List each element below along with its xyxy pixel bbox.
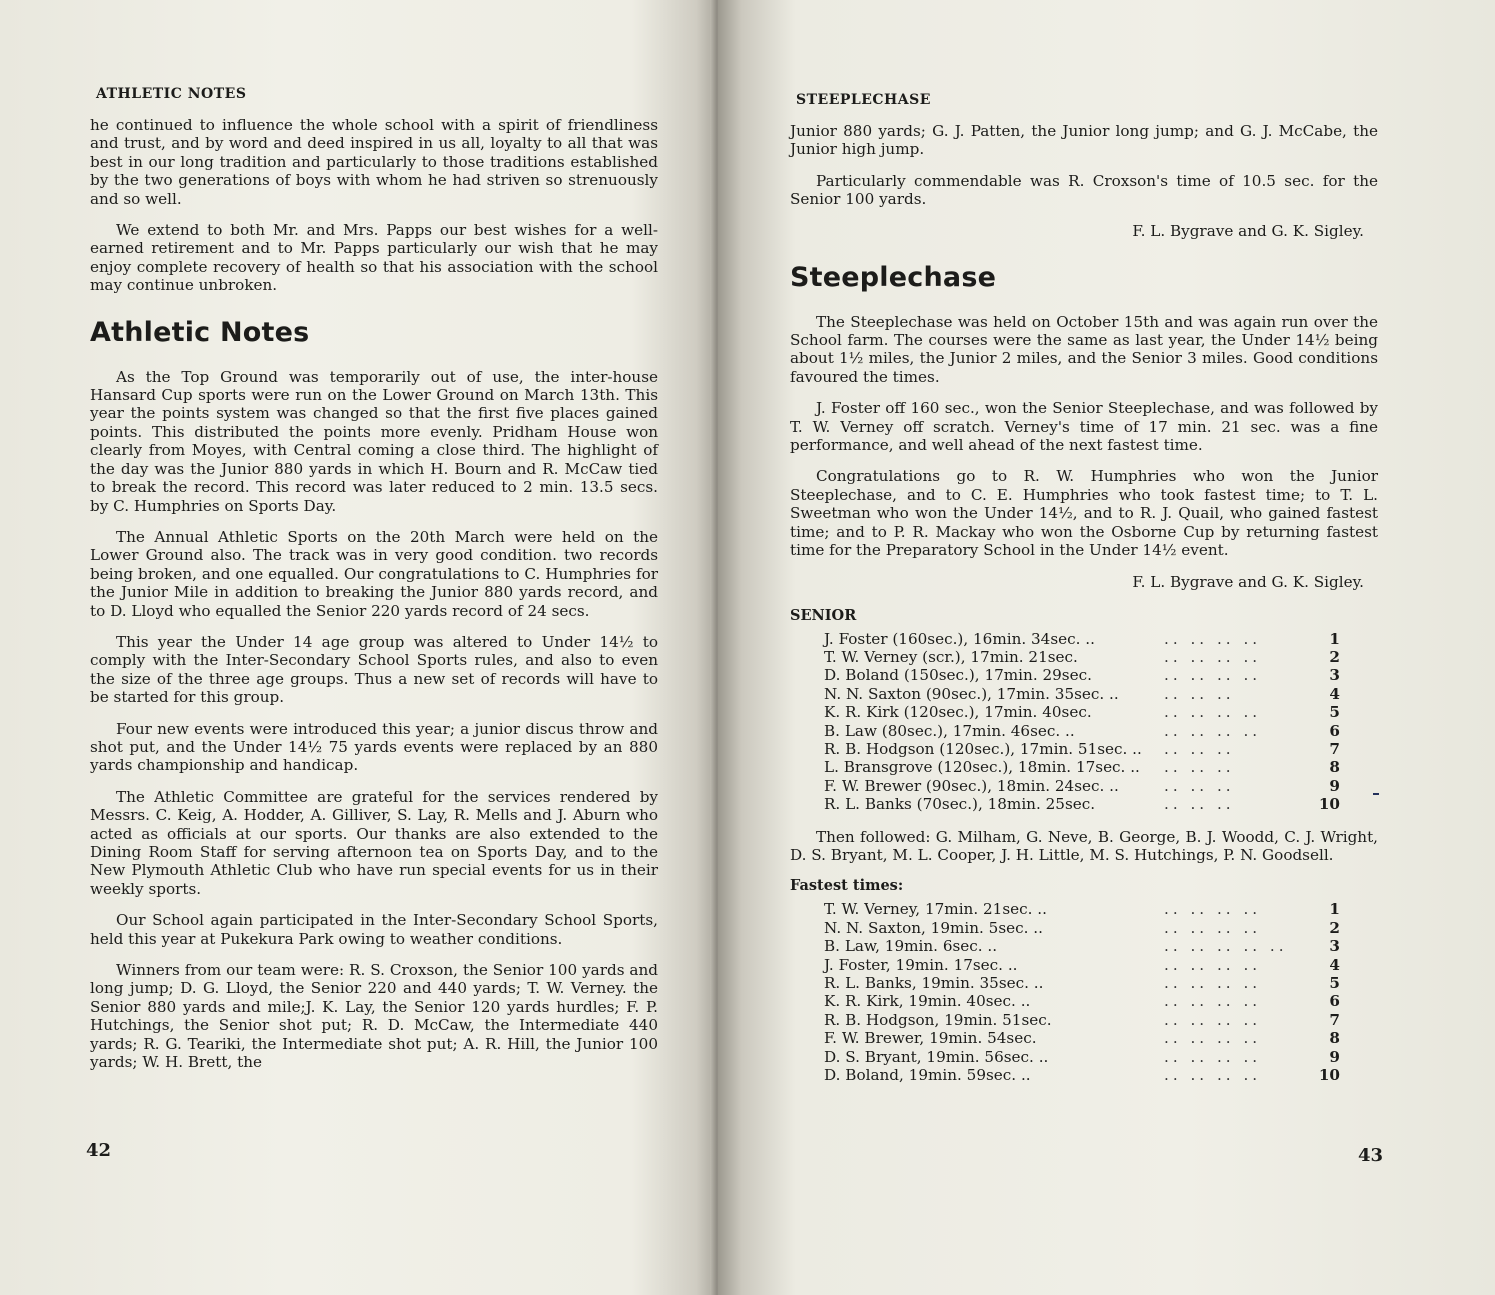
dot-leader: .. .. .. .. [1164, 1010, 1262, 1029]
result-name: K. R. Kirk, 19min. 40sec. .. [824, 992, 1031, 1011]
dot-leader: .. .. .. [1164, 795, 1235, 814]
athletic-paragraph-4: Four new events were introduced this year; a junior discus throw and shot put, and the Under 14½ 75 yards events were replaced by an 880 yards championship and handicap. [90, 719, 658, 775]
result-place: 1 [1329, 900, 1340, 919]
ink-mark [1373, 793, 1379, 795]
table-row [824, 974, 1340, 992]
steeplechase-paragraph-2: J. Foster off 160 sec., won the Senior Steeplechase, and was followed by T. W. Verney off scratch. Verney's time of 17 min. 21 sec. was a fine performance, and well ahead of the next fastest time. [790, 399, 1378, 455]
table-row [824, 758, 1340, 776]
result-name: D. Boland (150sec.), 17min. 29sec. [824, 666, 1092, 685]
dot-leader: .. .. .. .. [1164, 1029, 1262, 1048]
athletic-paragraph-7: Winners from our team were: R. S. Croxson, the Senior 100 yards and long jump; D. G. Lloyd, the Senior 220 and 440 yards; T. W. Verney. the Senior 880 yards and mile;J. K. Lay, the Senior 120 yards hurdles; F. P. Hutchings, the Senior shot put; R. D. McCaw, the Intermediate 440 yards; R. G. Teariki, the Intermediate shot put; A. R. Hill, the Junior 100 yards; W. H. Brett, the [90, 961, 658, 1072]
result-place: 9 [1329, 1047, 1340, 1066]
result-name: D. S. Bryant, 19min. 56sec. .. [824, 1047, 1049, 1066]
athletic-paragraph-5: The Athletic Committee are grateful for the services rendered by Messrs. C. Keig, A. Hodder, A. Gilliver, S. Lay, R. Mells and J. Aburn who acted as officials at our sports. Our thanks are also extended to the Dining Room Staff for serving afternoon tea on Sports Day, and to the New Plymouth Athletic Club who have run special events for us in their weekly sports. [90, 787, 658, 898]
table-row [824, 1048, 1340, 1066]
result-name: J. Foster (160sec.), 16min. 34sec. .. [824, 629, 1095, 648]
intro-paragraph-1: he continued to influence the whole school with a spirit of friendliness and trust, and by word and deed inspired in us all, loyalty to all that was best in our long tradition and particularly to those traditions established by the two generations of boys with whom he had striven so strenuously and so well. [90, 116, 658, 208]
table-row [824, 740, 1340, 758]
table-row [824, 900, 1340, 918]
steeplechase-heading: Steeplechase [790, 261, 997, 293]
result-place: 3 [1329, 666, 1340, 685]
result-place: 9 [1329, 776, 1340, 795]
athletic-paragraph-6: Our School again participated in the Inter-Secondary School Sports, held this year at Pukekura Park owing to weather conditions. [90, 911, 658, 948]
athletic-notes-heading: Athletic Notes [90, 316, 310, 348]
result-place: 1 [1329, 629, 1340, 648]
result-name: F. W. Brewer, 19min. 54sec. [824, 1029, 1037, 1048]
result-name: B. Law, 19min. 6sec. .. [824, 937, 998, 956]
dot-leader: .. .. .. .. [1164, 1047, 1262, 1066]
table-row [824, 1066, 1340, 1084]
result-place: 10 [1318, 795, 1340, 814]
dot-leader: .. .. .. .. .. [1164, 937, 1288, 956]
table-row [824, 666, 1340, 684]
result-place: 4 [1329, 684, 1340, 703]
right-text-column [790, 92, 1378, 1098]
result-place: 2 [1329, 918, 1340, 937]
table-row [824, 919, 1340, 937]
table-row [824, 630, 1340, 648]
dot-leader: .. .. .. [1164, 739, 1235, 758]
table-row [824, 937, 1340, 955]
steeplechase-paragraph-3: Congratulations go to R. W. Humphries who won the Junior Steeplechase, and to C. E. Humphries who took fastest time; to T. L. Sweetman who won the Under 14½, and to R. J. Quail, who gained fastest time; and to P. R. Mackay who won the Osborne Cup by returning fastest time for the Preparatory School in the Under 14½ event. [790, 467, 1378, 560]
running-head-right: STEEPLECHASE [796, 92, 931, 108]
result-place: 6 [1329, 721, 1340, 740]
table-row [824, 795, 1340, 813]
dot-leader: .. .. .. .. [1164, 721, 1262, 740]
table-row [824, 956, 1340, 974]
result-name: N. N. Saxton (90sec.), 17min. 35sec. .. [824, 684, 1119, 703]
dot-leader: .. .. .. [1164, 684, 1235, 703]
page-number-left: 42 [86, 1140, 112, 1161]
table-row [824, 648, 1340, 666]
result-place: 7 [1329, 739, 1340, 758]
table-row [824, 685, 1340, 703]
result-place: 7 [1329, 1010, 1340, 1029]
page-number-right: 43 [1358, 1145, 1384, 1166]
athletic-paragraph-1: As the Top Ground was temporarily out of use, the inter-house Hansard Cup sports were run on the Lower Ground on March 13th. This year the points system was changed so that the first five places gained points. This distributed the points more evenly. Pridham House won clearly from Moyes, with Central coming a close third. The highlight of the day was the Junior 880 yards in which H. Bourn and R. McCaw tied to break the record. This record was later reduced to 2 min. 13.5 secs. by C. Humphries on Sports Day. [90, 367, 658, 515]
table-row [824, 992, 1340, 1010]
result-name: R. L. Banks (70sec.), 18min. 25sec. [824, 795, 1096, 814]
steeplechase-paragraph-1: The Steeplechase was held on October 15th and was again run over the School farm. The courses were the same as last year, the Under 14½ being about 1½ miles, the Junior 2 miles, and the Senior 3 miles. Good conditions favoured the times. [790, 312, 1378, 386]
intro-paragraph-2: We extend to both Mr. and Mrs. Papps our best wishes for a well-earned retirement and to Mr. Papps particularly our wish that he may enjoy complete recovery of health so that his association with the school may continue unbroken. [90, 221, 658, 295]
result-name: K. R. Kirk (120sec.), 17min. 40sec. [824, 703, 1092, 722]
result-name: R. L. Banks, 19min. 35sec. .. [824, 974, 1044, 992]
athletic-paragraph-3: This year the Under 14 age group was altered to Under 14½ to comply with the Inter-Secondary School Sports rules, and also to even the size of the three age groups. Thus a new set of records will have to be started for this group. [90, 632, 658, 707]
result-place: 10 [1318, 1066, 1340, 1085]
table-row [824, 1011, 1340, 1029]
fastest-times-heading: Fastest times: [790, 877, 904, 895]
result-place: 8 [1329, 1029, 1340, 1048]
result-name: D. Boland, 19min. 59sec. .. [824, 1066, 1031, 1085]
result-place: 3 [1329, 937, 1340, 956]
continued-paragraph-2: Particularly commendable was R. Croxson's time of 10.5 sec. for the Senior 100 yards. [790, 171, 1378, 209]
result-place: 4 [1329, 955, 1340, 974]
result-name: L. Bransgrove (120sec.), 18min. 17sec. .. [824, 758, 1140, 777]
fastest-times-table [824, 900, 1340, 1084]
table-row [824, 777, 1340, 795]
senior-heading: SENIOR [790, 606, 857, 624]
result-name: N. N. Saxton, 19min. 5sec. .. [824, 918, 1043, 937]
dot-leader: .. .. .. .. [1164, 900, 1262, 919]
table-row [824, 703, 1340, 721]
result-name: R. B. Hodgson (120sec.), 17min. 51sec. .. [824, 739, 1142, 758]
dot-leader: .. .. .. [1164, 758, 1235, 777]
dot-leader: .. .. .. .. [1164, 629, 1262, 648]
dot-leader: .. .. .. .. [1164, 647, 1262, 666]
dot-leader: .. .. .. .. [1164, 974, 1262, 992]
continued-paragraph-1: Junior 880 yards; G. J. Patten, the Junior long jump; and G. J. McCabe, the Junior high jump. [790, 122, 1378, 159]
result-place: 8 [1329, 758, 1340, 777]
result-name: T. W. Verney (scr.), 17min. 21sec. [824, 647, 1078, 666]
result-name: J. Foster, 19min. 17sec. .. [824, 955, 1018, 974]
result-place: 6 [1329, 992, 1340, 1011]
senior-results-table [824, 630, 1340, 814]
dot-leader: .. .. .. .. [1164, 666, 1262, 685]
dot-leader: .. .. .. .. [1164, 703, 1262, 722]
running-head-left: ATHLETIC NOTES [96, 86, 247, 102]
followed-paragraph: Then followed: G. Milham, G. Neve, B. George, B. J. Woodd, C. J. Wright, D. S. Bryant, M. L. Cooper, J. H. Little, M. S. Hutchings, P. N. Goodsell. [790, 827, 1378, 864]
table-row [824, 722, 1340, 740]
result-place: 5 [1329, 703, 1340, 722]
table-row [824, 1029, 1340, 1047]
signature-1: F. L. Bygrave and G. K. Sigley. [1132, 221, 1364, 240]
result-name: T. W. Verney, 17min. 21sec. .. [824, 900, 1047, 919]
dot-leader: .. .. .. .. [1164, 1066, 1262, 1085]
result-name: F. W. Brewer (90sec.), 18min. 24sec. .. [824, 776, 1119, 795]
left-page [0, 0, 718, 1295]
dot-leader: .. .. .. .. [1164, 918, 1262, 937]
result-name: B. Law (80sec.), 17min. 46sec. .. [824, 721, 1075, 740]
dot-leader: .. .. .. [1164, 776, 1235, 795]
result-place: 2 [1329, 647, 1340, 666]
right-page [718, 0, 1495, 1295]
left-text-column [90, 86, 658, 1084]
athletic-paragraph-2: The Annual Athletic Sports on the 20th March were held on the Lower Ground also. The track was in very good condition. two records being broken, and one equalled. Our congratulations to C. Humphries for the Junior Mile in addition to breaking the Junior 880 yards record, and to D. Lloyd who equalled the Senior 220 yards record of 24 secs. [90, 527, 658, 620]
signature-2: F. L. Bygrave and G. K. Sigley. [1132, 572, 1364, 591]
result-name: R. B. Hodgson, 19min. 51sec. [824, 1010, 1052, 1029]
result-place: 5 [1329, 974, 1340, 992]
dot-leader: .. .. .. .. [1164, 992, 1262, 1011]
dot-leader: .. .. .. .. [1164, 955, 1262, 974]
